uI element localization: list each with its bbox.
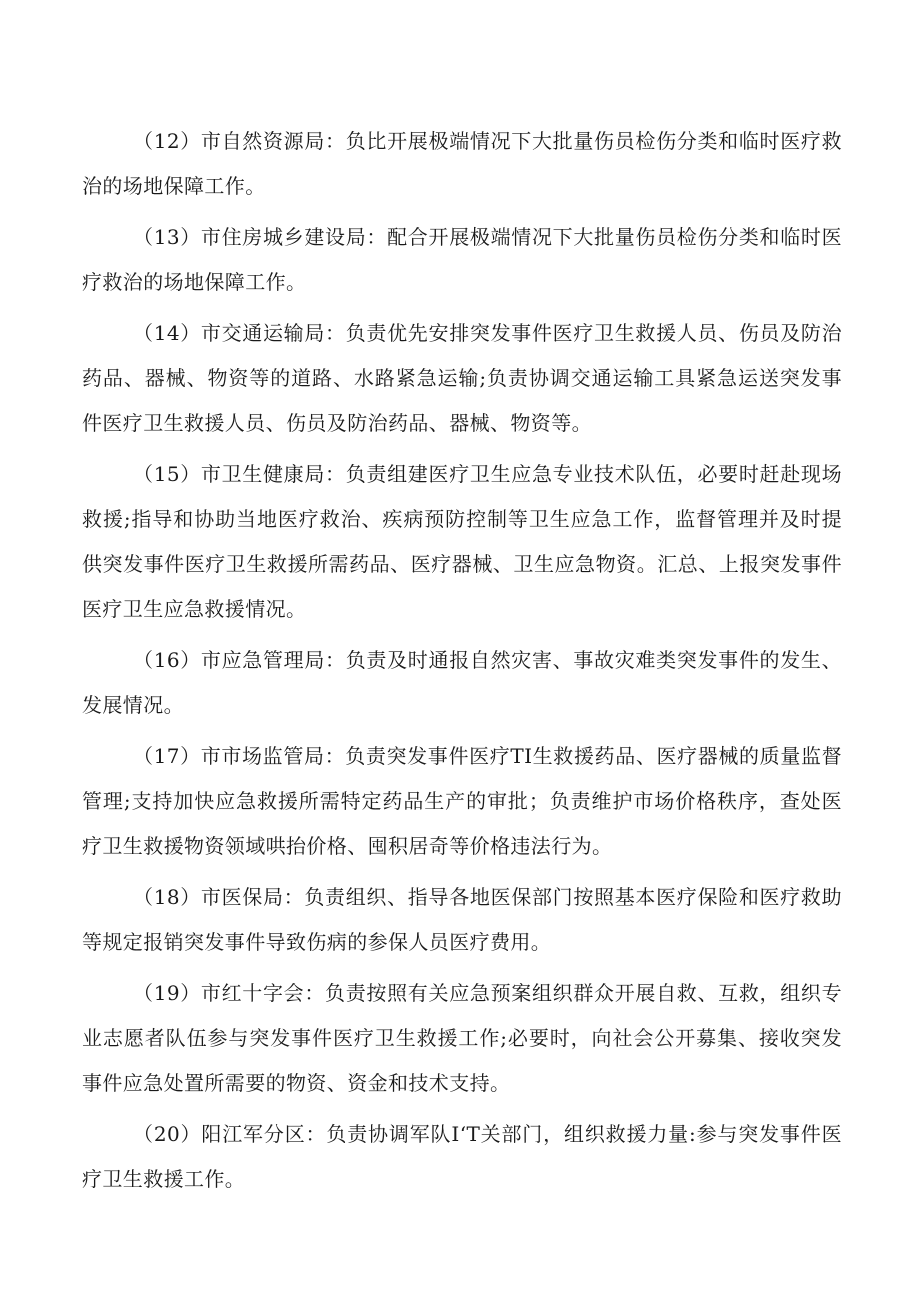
paragraph-17: （17）市市场监管局：负责突发事件医疗TI生救援药品、医疗器械的质量监督管理;支持加快应急救援所需特定药品生产的审批；负责维护市场价格秩序，查处医疗卫生救援物资领域哄抬价格、囤积居奇等价格违法行为。 xyxy=(82,744,842,858)
paragraph-13: （13）市住房城乡建设局：配合开展极端情况下大批量伤员检伤分类和临时医疗救治的场地保障工作。 xyxy=(82,225,842,294)
paragraph-15: （15）市卫生健康局：负责组建医疗卫生应急专业技术队伍，必要时赶赴现场救援;指导和协助当地医疗救治、疾病预防控制等卫生应急工作，监督管理并及时提供突发事件医疗卫生救援所需药品、医疗器械、卫生应急物资。汇总、上报突发事件医疗卫生应急救援情况。 xyxy=(82,462,842,621)
document-body xyxy=(82,119,842,1208)
paragraph-19: （19）市红十字会：负责按照有关应急预案组织群众开展自救、互救，组织专业志愿者队伍参与突发事件医疗卫生救援工作;必要时，向社会公开募集、接收突发事件应急处置所需要的物资、资金和技术支持。 xyxy=(82,981,842,1095)
paragraph-20: （20）阳江军分区：负责协调军队I‘T关部门，组织救援力量:参与突发事件医疗卫生救援工作。 xyxy=(82,1122,842,1191)
paragraph-12: （12）市自然资源局：负比开展极端情况下大批量伤员检伤分类和临时医疗救治的场地保障工作。 xyxy=(82,129,842,198)
paragraph-14: （14）市交通运输局：负责优先安排突发事件医疗卫生救援人员、伤员及防治药品、器械、物资等的道路、水路紧急运输;负责协调交通运输工具紧急运送突发事件医疗卫生救援人员、伤员及防治药品、器械、物资等。 xyxy=(82,321,842,435)
paragraph-16: （16）市应急管理局：负责及时通报自然灾害、事故灾难类突发事件的发生、发展情况。 xyxy=(82,648,842,717)
paragraph-18: （18）市医保局：负责组织、指导各地医保部门按照基本医疗保险和医疗救助等规定报销突发事件导致伤病的参保人员医疗费用。 xyxy=(82,885,842,954)
